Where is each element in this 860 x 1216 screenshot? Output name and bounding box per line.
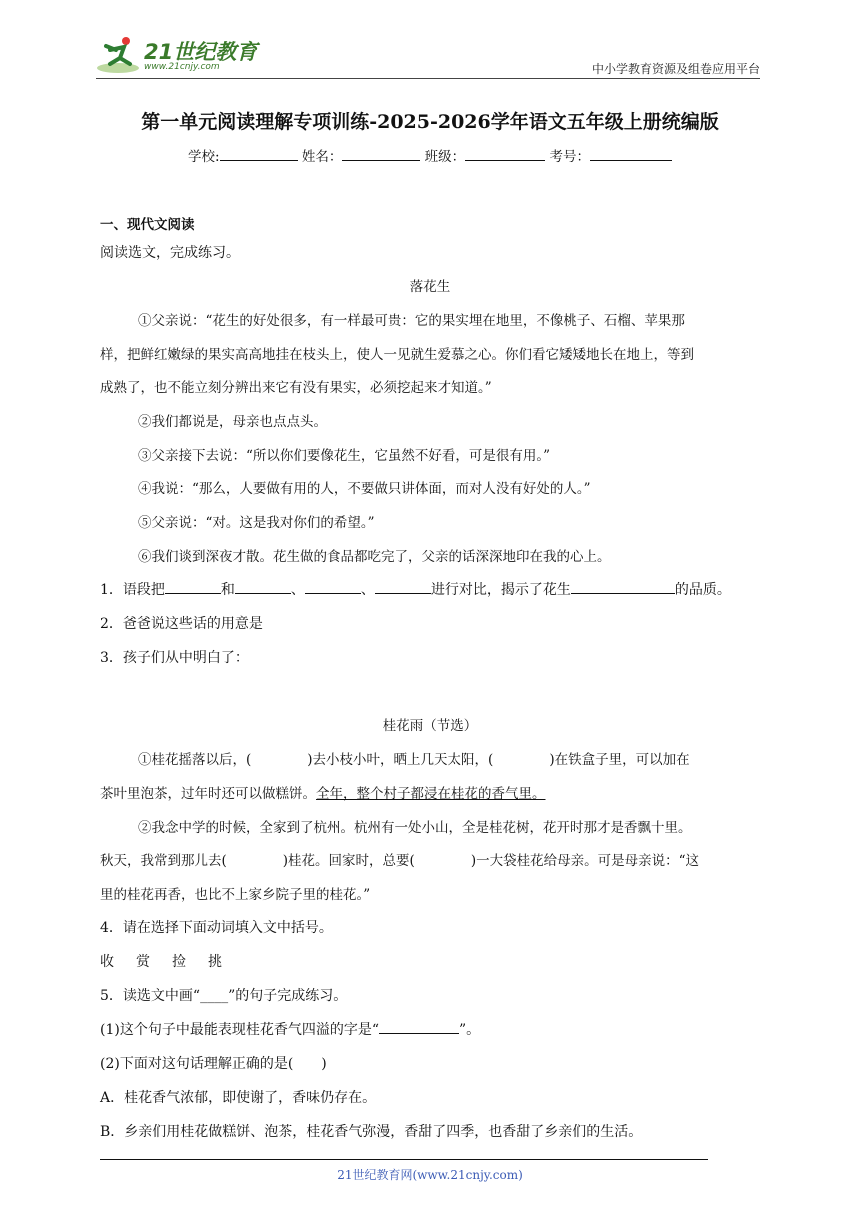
class-label: 班级： [424,149,466,165]
passage1-p2: ②我们都说是，母亲也点点头。 [138,414,327,430]
passage1-p5: ⑤父亲说：“对。这是我对你们的希望。” [138,515,375,531]
question-4: 4．请在选择下面动词填入文中括号。 [100,920,333,936]
q1-blank-2[interactable] [235,579,291,594]
passage1-p3: ③父亲接下去说：“所以你们要像花生，它虽然不好看，可是很有用。” [138,448,551,464]
passage1-p1-line3: 成熟了，也不能立刻分辨出来它有没有果实，必须挖起来才知道。” [100,380,492,396]
question-5-1: (1)这个句子中最能表现桂花香气四溢的字是“ ”。 [100,1019,480,1039]
verb-option: 挑 [208,954,222,970]
passage2-p2-line2: 秋天，我常到那儿去( )桂花。回家时，总要( )一大袋桂花给母亲。可是母亲说：“这 [100,853,699,869]
passage1-title: 落花生 [409,279,451,295]
footer-text[interactable]: 21世纪教育网(www.21cnjy.com) [337,1168,523,1182]
name-blank[interactable] [342,146,420,161]
exam-no-blank[interactable] [590,146,672,161]
verb-option: 收 [100,954,114,970]
q1-blank-4[interactable] [375,579,431,594]
question-1: 1．语段把 和 、 、 进行对比，揭示了花生 的品质。 [100,579,731,599]
name-label: 姓名： [301,149,343,165]
class-blank[interactable] [465,146,545,161]
school-blank[interactable] [220,146,298,161]
brand-logo [96,34,266,76]
option-a[interactable]: A．桂花香气浓郁，即使谢了，香味仍存在。 [100,1090,377,1106]
passage2-title: 桂花雨（节选） [382,718,478,734]
verb-option: 捡 [172,954,186,970]
question-5: 5．读选文中画“____”的句子完成练习。 [100,988,348,1004]
underlined-sentence: 全年，整个村子都浸在桂花的香气里。 [316,786,546,802]
option-b[interactable]: B．乡亲们用桂花做糕饼、泡茶，桂花香气弥漫，香甜了四季，也香甜了乡亲们的生活。 [100,1124,643,1140]
instruction: 阅读选文，完成练习。 [100,245,240,261]
platform-name: 中小学教育资源及组卷应用平台 [591,62,760,76]
verb-option: 赏 [136,954,150,970]
passage1-p1-line2: 样，把鲜红嫩绿的果实高高地挂在枝头上，使人一见就生爱慕之心。你们看它矮矮地长在地上，等到 [100,347,694,363]
passage2-p1-line1: ①桂花摇落以后，( )去小枝小叶，晒上几天太阳，( )在铁盒子里，可以加在 [138,752,690,768]
passage2-p2-line3: 里的桂花再香，也比不上家乡院子里的桂花。” [100,887,371,903]
page-header [96,34,760,80]
logo-url: www.21cnjy.com [144,62,220,72]
question-5-2: (2)下面对这句话理解正确的是( ) [100,1056,327,1072]
q1-blank-5[interactable] [571,579,675,594]
page-title: 第一单元阅读理解专项训练-2025-2026学年语文五年级上册统编版 [141,111,719,133]
student-info-row [0,145,860,165]
question-2: 2．爸爸说这些话的用意是 [100,616,263,632]
passage2-p1-line2: 茶叶里泡茶，过年时还可以做糕饼。全年，整个村子都浸在桂花的香气里。 [100,786,546,802]
passage2-p2-line1: ②我念中学的时候，全家到了杭州。杭州有一处小山，全是桂花树，花开时那才是香飘十里。 [138,820,692,836]
footer-divider [100,1159,708,1160]
q5-1-blank[interactable] [379,1019,459,1034]
logo-text: 21世纪教育 [144,40,258,64]
school-label: 学校: [188,149,220,165]
verb-options [100,951,222,971]
passage1-p1-line1: ①父亲说：“花生的好处很多，有一样最可贵：它的果实埋在地里，不像桃子、石榴、苹果那 [138,313,685,329]
runner-logo-icon [96,34,142,76]
question-3: 3．孩子们从中明白了： [100,650,249,666]
q1-blank-3[interactable] [305,579,361,594]
q1-blank-1[interactable] [165,579,221,594]
passage1-p4: ④我说：“那么，人要做有用的人，不要做只讲体面，而对人没有好处的人。” [138,481,591,497]
section-heading: 一、现代文阅读 [100,217,195,233]
passage1-p6: ⑥我们谈到深夜才散。花生做的食品都吃完了，父亲的话深深地印在我的心上。 [138,549,611,565]
header-divider [96,78,760,79]
exam-no-label: 考号： [549,149,590,165]
